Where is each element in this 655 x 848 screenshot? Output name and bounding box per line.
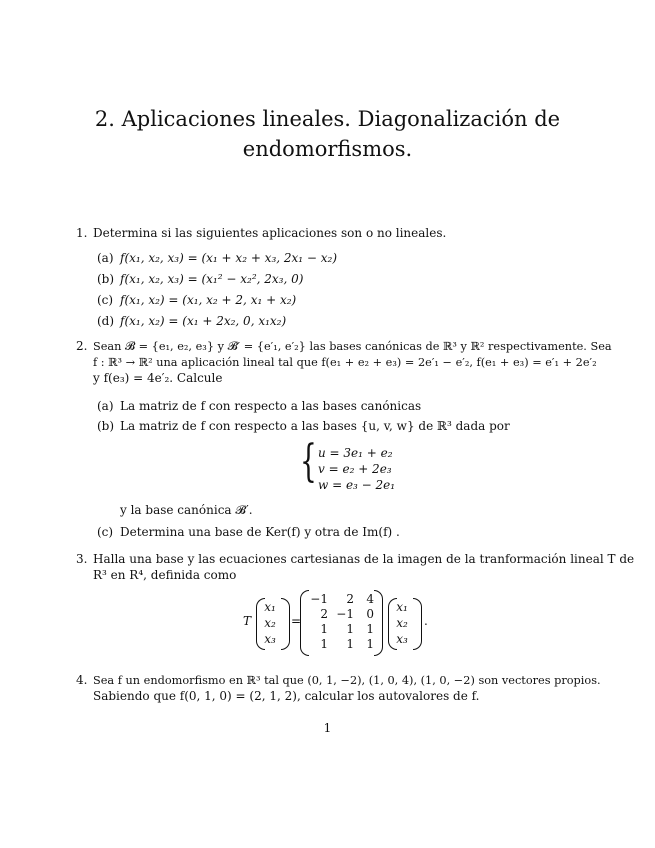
system-eq-u: u = 3e₁ + e₂ bbox=[318, 446, 393, 460]
problem-1d-label: (d) bbox=[97, 314, 115, 328]
matrix-cell-4-1: 1 bbox=[320, 637, 328, 651]
problem-1b-expression: f(x₁, x₂, x₃) = (x₁² − x₂², 2x₃, 0) bbox=[120, 272, 304, 286]
equation-end-period: . bbox=[424, 614, 428, 628]
problem-3-line-2: R³ en R⁴, definida como bbox=[93, 568, 237, 582]
matrix-cell-2-2: −1 bbox=[336, 607, 354, 621]
problem-4-line-1: Sea f un endomorfismo en ℝ³ tal que (0, 1, −2), (1, 0, 4), (1, 0, −2) son vectores propios. bbox=[93, 674, 601, 687]
matrix-cell-3-3: 1 bbox=[366, 622, 374, 636]
right-vector-close-paren bbox=[413, 598, 422, 650]
matrix-cell-2-3: 0 bbox=[366, 607, 374, 621]
left-vector-entry-3: x₃ bbox=[264, 632, 276, 646]
problem-1-number: 1. bbox=[76, 226, 88, 240]
equals-sign: = bbox=[291, 614, 302, 628]
problem-2-line-2: f : ℝ³ → ℝ² una aplicación lineal tal que f(e₁ + e₂ + e₃) = 2e′₁ − e′₂, f(e₁ + e₃) = e′₁ + 2e′₂ bbox=[93, 356, 597, 369]
matrix-cell-4-2: 1 bbox=[346, 637, 354, 651]
document-title bbox=[90, 104, 565, 164]
matrix-cell-4-3: 1 bbox=[366, 637, 374, 651]
problem-3-number: 3. bbox=[76, 552, 88, 566]
system-eq-w: w = e₃ − 2e₁ bbox=[318, 478, 396, 492]
problem-1a-expression: f(x₁, x₂, x₃) = (x₁ + x₂ + x₃, 2x₁ − x₂) bbox=[120, 251, 338, 265]
problem-2b-label: (b) bbox=[97, 419, 115, 433]
problem-2c-label: (c) bbox=[97, 525, 114, 539]
transformation-symbol: T bbox=[243, 614, 252, 628]
problem-2-line-3: y f(e₃) = 4e′₂. Calcule bbox=[93, 371, 223, 385]
matrix-cell-3-1: 1 bbox=[320, 622, 328, 636]
problem-2-number: 2. bbox=[76, 339, 88, 353]
matrix-cell-1-1: −1 bbox=[310, 592, 328, 606]
matrix-cell-1-3: 4 bbox=[366, 592, 374, 606]
problem-2b-after: y la base canónica 𝓑′. bbox=[120, 503, 253, 517]
problem-2a-text: La matriz de f con respecto a las bases canónicas bbox=[120, 399, 422, 413]
problem-4-number: 4. bbox=[76, 673, 88, 687]
matrix-close-paren bbox=[374, 590, 383, 656]
left-vector-entry-1: x₁ bbox=[264, 600, 276, 614]
matrix-cell-2-1: 2 bbox=[320, 607, 328, 621]
right-vector-entry-3: x₃ bbox=[396, 632, 408, 646]
right-vector-entry-2: x₂ bbox=[396, 616, 408, 630]
problem-2c-text: Determina una base de Ker(f) y otra de Im(f) . bbox=[120, 525, 400, 539]
right-vector-entry-1: x₁ bbox=[396, 600, 408, 614]
problem-2a-label: (a) bbox=[97, 399, 114, 413]
problem-2-line-1: Sean 𝓑 = {e₁, e₂, e₃} y 𝓑′ = {e′₁, e′₂} las bases canónicas de ℝ³ y ℝ² respectivamente. Sea bbox=[93, 340, 612, 353]
problem-1-statement: Determina si las siguientes aplicaciones son o no lineales. bbox=[93, 226, 447, 240]
matrix-cell-3-2: 1 bbox=[346, 622, 354, 636]
title-line-1: 2. Aplicaciones lineales. Diagonalización de bbox=[94, 107, 561, 131]
page-number: 1 bbox=[323, 721, 332, 735]
system-left-brace: { bbox=[300, 436, 317, 487]
problem-1b-label: (b) bbox=[97, 272, 115, 286]
problem-1c-label: (c) bbox=[97, 293, 114, 307]
problem-4-line-2: Sabiendo que f(0, 1, 0) = (2, 1, 2), calcular los autovalores de f. bbox=[93, 689, 480, 703]
problem-1d-expression: f(x₁, x₂) = (x₁ + 2x₂, 0, x₁x₂) bbox=[120, 314, 287, 328]
problem-1a-label: (a) bbox=[97, 251, 114, 265]
system-eq-v: v = e₂ + 2e₃ bbox=[318, 462, 392, 476]
left-vector-close-paren bbox=[281, 598, 290, 650]
problem-2b-text: La matriz de f con respecto a las bases {u, v, w} de ℝ³ dada por bbox=[120, 419, 510, 433]
problem-1c-expression: f(x₁, x₂) = (x₁, x₂ + 2, x₁ + x₂) bbox=[120, 293, 297, 307]
problem-3-line-1: Halla una base y las ecuaciones cartesianas de la imagen de la tranformación lineal T de bbox=[93, 552, 635, 566]
left-vector-entry-2: x₂ bbox=[264, 616, 276, 630]
matrix-cell-1-2: 2 bbox=[346, 592, 354, 606]
title-line-2: endomorfismos. bbox=[242, 137, 413, 161]
